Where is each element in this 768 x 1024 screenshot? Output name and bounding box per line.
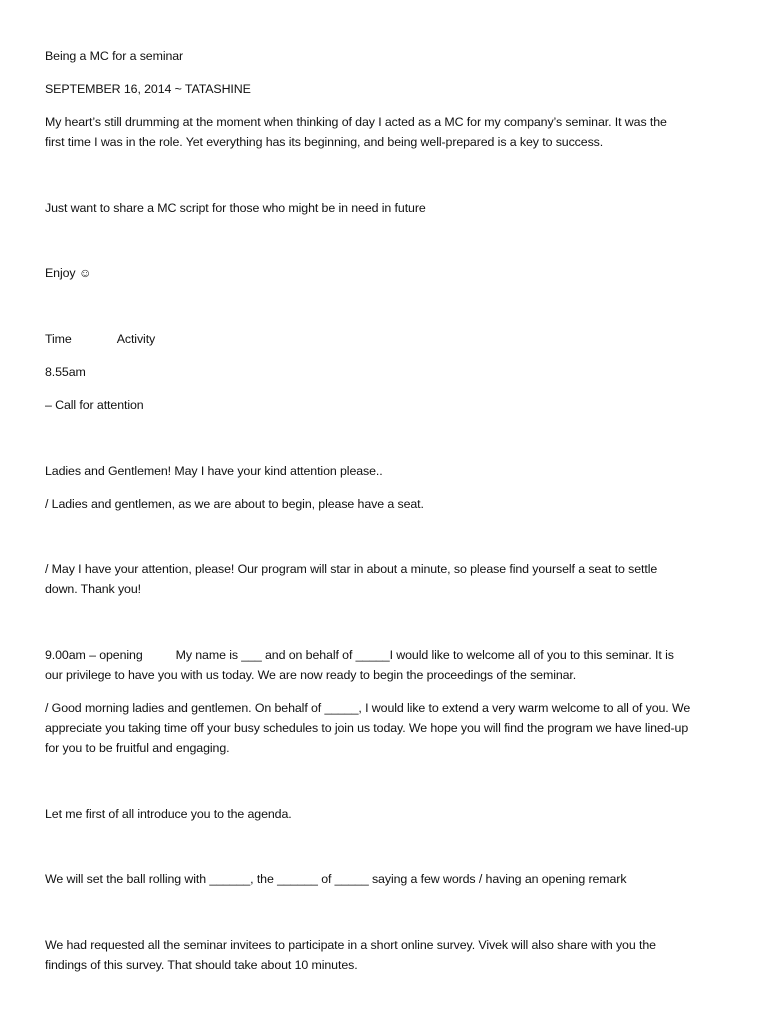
opening-line-2: our privilege to have you with us today. We are now ready to begin the proceedings of the seminar. [45, 668, 577, 682]
time-855: 8.55am [45, 365, 86, 379]
dateline: SEPTEMBER 16, 2014 ~ TATASHINE [45, 82, 251, 96]
ball-rolling-line: We will set the ball rolling with ______, the ______ of _____ saying a few words / having an opening remark [45, 872, 627, 886]
share-line: Just want to share a MC script for those who might be in need in future [45, 201, 426, 215]
opening-text-1: My name is ___ and on behalf of _____I would like to welcome all of you to this seminar. It is [175, 648, 674, 662]
attention-line-3a: / May I have your attention, please! Our program will star in about a minute, so please find yourself a seat to settle [45, 562, 658, 576]
enjoy-line: Enjoy ☺ [45, 266, 92, 280]
welcome-line-3: for you to be fruitful and engaging. [45, 741, 230, 755]
table-head-time: Time [45, 332, 72, 346]
opening-line-1 [45, 645, 735, 665]
table-header [45, 329, 735, 349]
welcome-line-2: appreciate you taking time off your busy schedules to join us today. We hope you will find the program we have lined-up [45, 721, 689, 735]
intro-line-2: first time I was in the role. Yet everything has its beginning, and being well-prepared is a key to success. [45, 135, 604, 149]
intro-line-1: My heart’s still drumming at the moment when thinking of day I acted as a MC for my company’s seminar. It was the [45, 115, 667, 129]
table-head-activity: Activity [116, 332, 156, 346]
attention-line-2: / Ladies and gentlemen, as we are about to begin, please have a seat. [45, 497, 424, 511]
attention-line-3b: down. Thank you! [45, 582, 141, 596]
survey-line-2: findings of this survey. That should take about 10 minutes. [45, 958, 358, 972]
survey-line-1: We had requested all the seminar invitees to participate in a short online survey. Vivek will also share with you the [45, 938, 656, 952]
attention-line-1: Ladies and Gentlemen! May I have your kind attention please.. [45, 464, 383, 478]
call-for-attention: – Call for attention [45, 398, 144, 412]
agenda-intro: Let me first of all introduce you to the agenda. [45, 807, 292, 821]
welcome-line-1: / Good morning ladies and gentlemen. On behalf of _____, I would like to extend a very warm welcome to all of you. We [45, 701, 691, 715]
document-title: Being a MC for a seminar [45, 49, 184, 63]
opening-label: 9.00am – opening [45, 648, 143, 662]
